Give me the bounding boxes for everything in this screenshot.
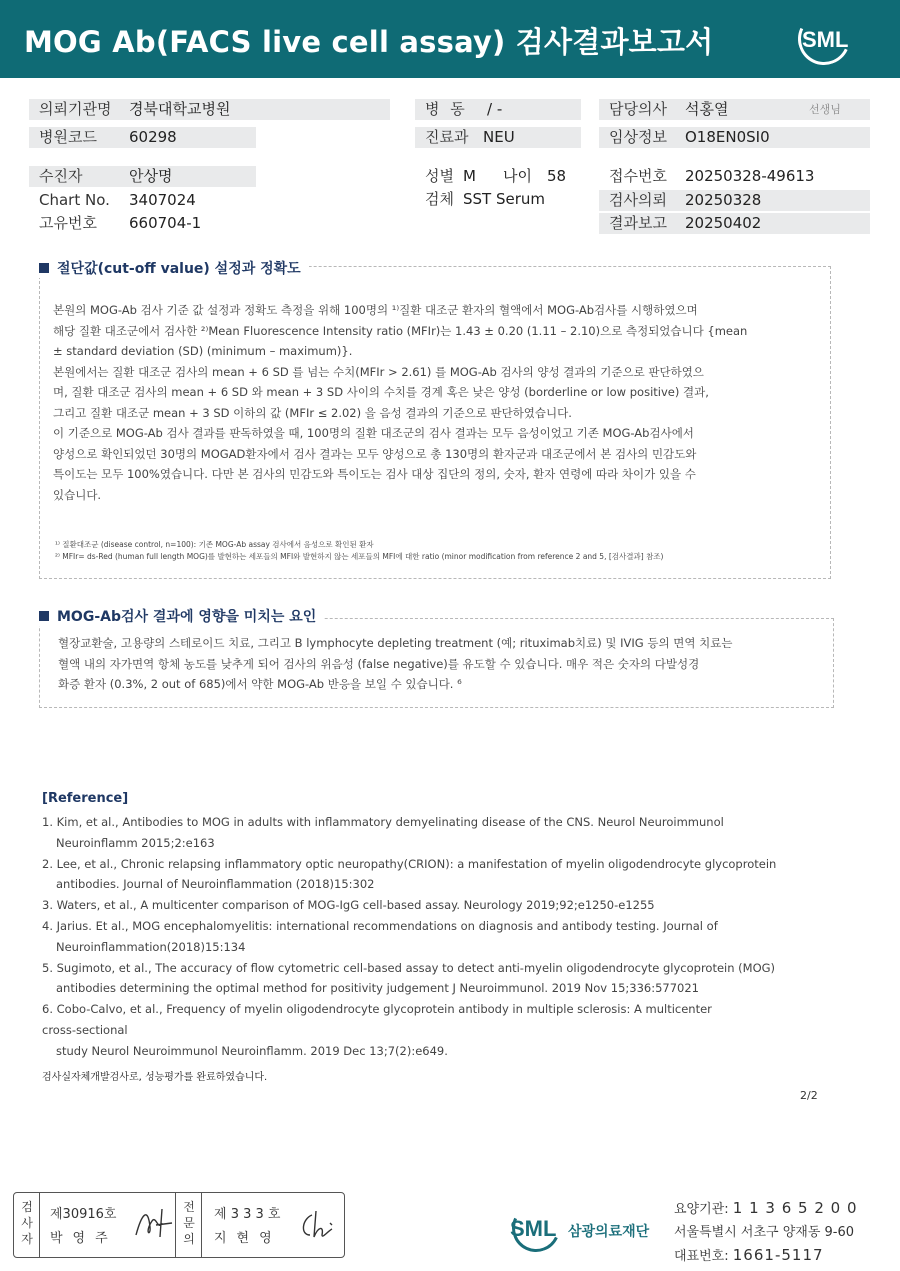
reference-line: 1. Kim, et al., Antibodies to MOG in adults with inflammatory demyelinating disease of the CNS. Neurol Neuroimmunol: [42, 815, 724, 829]
square-bullet-icon: [39, 611, 49, 621]
report-row: [599, 213, 870, 234]
hospital-code-label: 병원코드: [39, 128, 97, 146]
hospital-code-row: [29, 127, 256, 148]
doctor-label: 담당의사: [609, 100, 667, 118]
dept-value: NEU: [483, 128, 515, 146]
specialist-signature-icon: [298, 1207, 340, 1243]
patient-value: 안상명: [129, 167, 173, 185]
factors-line: 혈장교환술, 고용량의 스테로이드 치료, 그리고 B lymphocyte depleting treatment (예; rituximab치료) 및 IVIG 등의 면역 치료는: [58, 636, 733, 650]
reference-line: study Neurol Neuroimmunol Neuroinflamm. 2019 Dec 13;7(2):e649.: [56, 1043, 448, 1058]
inspector-license: 제30916호: [50, 1207, 117, 1222]
reference-line: 5. Sugimoto, et al., The accuracy of flow cytometric cell-based assay to detect anti-myelin oligodendrocyte glycoprotein (MOG): [42, 960, 776, 975]
reference-line: Neuroinflamm 2015;2:e163: [56, 835, 215, 850]
cutoff-line: ± standard deviation (SD) (minimum – maximum)}.: [53, 344, 353, 358]
reference-line: 3. Waters, et al., A multicenter comparison of MOG-IgG cell-based assay. Neurology 2019;92;e1250-e1255: [42, 898, 655, 913]
receipt-value: 20250328-49613: [685, 167, 815, 185]
institution-label: 의뢰기관명: [39, 100, 112, 118]
specialist-name: 지현영: [214, 1231, 282, 1246]
org-info: [674, 1197, 858, 1268]
inspector-label-cell: [14, 1193, 40, 1257]
clinical-value: O18EN0SI0: [685, 128, 770, 146]
clinical-label: 임상정보: [609, 128, 667, 146]
cutoff-line: 이 기준으로 MOG-Ab 검사 결과를 판독하였을 때, 100명의 질환 대조군의 검사 결과는 모두 음성이었고 기존 MOG-Ab검사에서: [53, 426, 694, 440]
receipt-label: 접수번호: [609, 167, 667, 185]
age-value: 58: [547, 167, 567, 185]
square-bullet-icon: [39, 263, 49, 273]
specialist-label-cell: [176, 1193, 202, 1257]
cutoff-paragraph: [53, 300, 747, 505]
report-header: [0, 0, 900, 78]
ward-row: [415, 99, 581, 120]
org-code-label: 요양기관:: [674, 1202, 729, 1217]
cutoff-line: 본원에서는 질환 대조군 검사의 mean + 6 SD 를 넘는 수치(MFIr > 2.61) 를 MOG-Ab 검사의 양성 결과의 기준으로 판단하였으: [53, 364, 704, 379]
footnote-1: ¹⁾ 질환대조군 (disease control, n=100): 기존 MOG-Ab assay 검사에서 음성으로 확인된 환자: [55, 540, 374, 549]
report-value: 20250402: [685, 214, 762, 232]
cutoff-line: 양성으로 확인되었던 30명의 MOGAD환자에서 검사 결과는 모두 양성으로 총 130명의 환자군과 대조군에서 본 검사의 민감도와: [53, 446, 697, 461]
footnote-2: ²⁾ MFIr= ds-Red (human full length MOG)를 발현하는 세포들의 MFI와 발현하지 않는 세포들의 MFI에 대한 ratio (minor modification from reference 2 and 5, [검사결과] 참조): [55, 552, 664, 561]
report-title: MOG Ab(FACS live cell assay) 검사결과보고서: [24, 25, 714, 59]
sex-value: M: [463, 167, 476, 185]
inspector-signature-icon: [132, 1203, 176, 1243]
chart-value: 3407024: [129, 191, 196, 209]
org-code-line: [674, 1197, 858, 1221]
dept-row: [415, 127, 581, 148]
inspector-cell: [40, 1193, 176, 1257]
reference-line: 2. Lee, et al., Chronic relapsing inflammatory optic neuropathy(CRION): a manifestation of myelin oligodendrocyte glycoprotein: [42, 856, 777, 871]
org-phone: 1661-5117: [732, 1246, 824, 1264]
doctor-row: [599, 99, 870, 120]
page-number: 2/2: [800, 1089, 818, 1102]
specialist-license: 제 3 3 3 호: [214, 1207, 281, 1222]
cutoff-line: 특이도는 모두 100%였습니다. 다만 본 검사의 민감도와 특이도는 검사 대상 집단의 정의, 숫자, 환자 연령에 따라 차이가 있을 수: [53, 467, 696, 481]
factors-paragraph: [58, 633, 732, 695]
chart-row: [29, 190, 256, 211]
reference-title: [Reference]: [42, 791, 129, 806]
cutoff-line: 해당 질환 대조군에서 검사한 ²⁾Mean Fluorescence Intensity ratio (MFIr)는 1.43 ± 0.20 (1.11 – 2.10)으로 측정되었습니다 {mean: [53, 323, 748, 338]
dept-label: 진료과: [425, 128, 469, 146]
report-label: 결과보고: [609, 214, 667, 232]
specimen-value: SST Serum: [463, 190, 546, 208]
reference-list: [42, 812, 776, 1062]
receipt-row: [599, 166, 870, 187]
unique-label: 고유번호: [39, 214, 97, 232]
logo-text: SML: [510, 1216, 557, 1241]
reference-line: Neuroinflammation(2018)15:134: [56, 939, 246, 954]
org-address: 서울특별시 서초구 양재동 9-60: [674, 1225, 855, 1240]
clinical-row: [599, 127, 870, 148]
org-name: 삼광의료재단: [568, 1224, 650, 1240]
cutoff-line: 있습니다.: [53, 487, 102, 502]
logo-text: SML: [802, 27, 849, 52]
reference-line: cross-sectional: [42, 1022, 128, 1037]
doctor-suffix: 선생님: [809, 103, 841, 116]
ward-label: 병 동: [425, 100, 468, 118]
sex-label: 성별: [425, 167, 454, 185]
reference-line: 6. Cobo-Calvo, et al., Frequency of myelin oligodendrocyte glycoprotein antibody in multiple sclerosis: A multicenter: [42, 1002, 712, 1017]
factors-line: 화증 환자 (0.3%, 2 out of 685)에서 약한 MOG-Ab 반응을 보일 수 있습니다. ⁶: [58, 677, 462, 691]
inspector-name: 박영주: [50, 1231, 118, 1246]
factors-line: 혈액 내의 자가면역 항체 농도를 낮추게 되어 검사의 위음성 (false negative)를 유도할 수 있습니다. 매우 적은 숫자의 다발성경: [58, 656, 700, 671]
validation-note: 검사실자체개발검사로, 성능평가를 완료하였습니다.: [42, 1072, 268, 1083]
cutoff-title-text: 절단값(cut-off value) 설정과 정확도: [57, 261, 301, 277]
cutoff-line: 본원의 MOG-Ab 검사 기준 값 설정과 정확도 측정을 위해 100명의 ¹⁾질환 대조군 환자의 혈액에서 MOG-Ab검사를 시행하였으며: [53, 303, 698, 317]
reference-line: antibodies. Journal of Neuroinflammation (2018)15:302: [56, 877, 375, 892]
cutoff-line: 그리고 질환 대조군 mean + 3 SD 이하의 값 (MFIr ≤ 2.02) 을 음성 결과의 기준으로 판단하였습니다.: [53, 405, 572, 420]
signature-box: [13, 1192, 345, 1258]
reference-line: 4. Jarius. Et al., MOG encephalomyelitis: international recommendations on diagnosis and antibody testing. Journal of: [42, 918, 718, 933]
org-phone-label: 대표번호:: [674, 1249, 729, 1264]
institution-row: [29, 99, 390, 120]
reference-line: antibodies determining the optimal method for positivity judgement J Neuroimmunol. 2019 Nov 15;336:577021: [56, 981, 699, 996]
hospital-code-value: 60298: [129, 128, 177, 146]
cutoff-line: 며, 질환 대조군 검사의 mean + 6 SD 와 mean + 3 SD 사이의 수치를 경계 혹은 낮은 양성 (borderline or low positive) 결과,: [53, 385, 709, 399]
inspector-label: 검사자: [21, 1200, 33, 1246]
institution-value: 경북대학교병원: [129, 100, 231, 118]
factors-section-title: [39, 606, 324, 626]
cutoff-section-title: [39, 258, 309, 278]
sex-age-row: [415, 166, 581, 187]
factors-title-text: MOG-Ab검사 결과에 영향을 미치는 요인: [57, 609, 317, 625]
specimen-row: [415, 189, 581, 210]
doctor-value: 석홍열: [685, 100, 729, 118]
age-label: 나이: [503, 167, 532, 185]
request-value: 20250328: [685, 191, 762, 209]
unique-row: [29, 213, 256, 234]
specimen-label: 검체: [425, 190, 454, 208]
unique-value: 660704-1: [129, 214, 202, 232]
ward-value: / -: [487, 100, 503, 118]
patient-label: 수진자: [39, 167, 83, 185]
specialist-label: 전문의: [183, 1200, 195, 1246]
patient-row: [29, 166, 256, 187]
request-row: [599, 190, 870, 211]
org-code: 1 1 3 6 5 2 0 0: [732, 1199, 858, 1217]
org-phone-line: [674, 1244, 858, 1268]
sml-bottom-logo: [510, 1204, 660, 1256]
specialist-cell: [202, 1193, 344, 1257]
request-label: 검사의뢰: [609, 191, 667, 209]
sml-logo: [798, 13, 852, 65]
chart-label: Chart No.: [39, 191, 110, 209]
